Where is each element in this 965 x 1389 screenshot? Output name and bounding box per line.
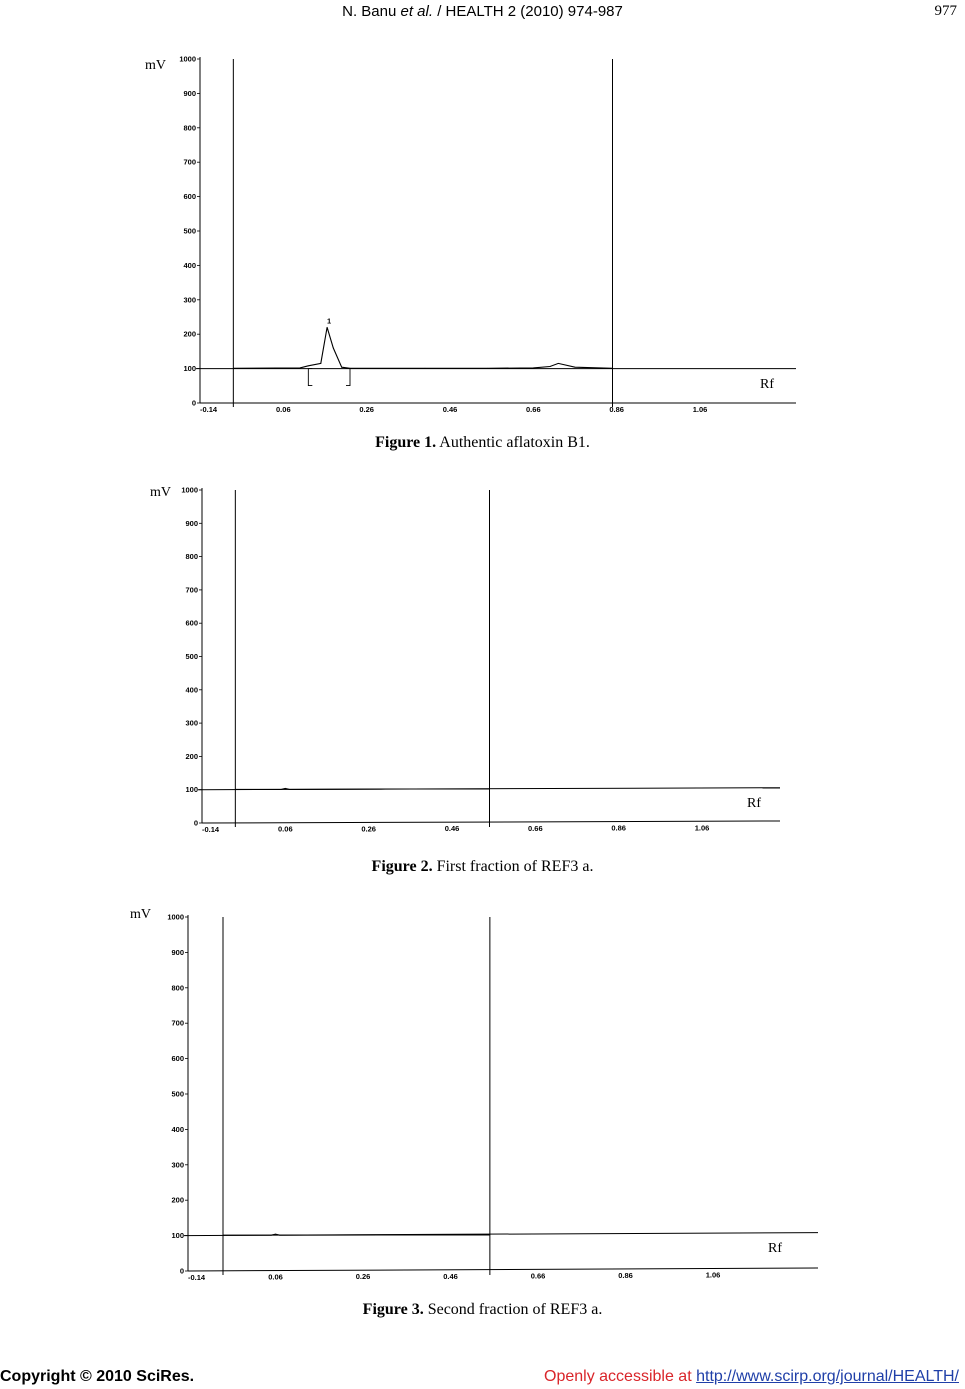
- y-tick-label: 300: [183, 295, 196, 305]
- figure-1-caption-text: Authentic aflatoxin B1.: [436, 434, 590, 451]
- figure-2-caption-text: First fraction of REF3 a.: [432, 858, 594, 875]
- chromatogram-svg: [145, 480, 785, 840]
- header-authors: N. Banu: [342, 3, 401, 20]
- y-unit-label: mV: [150, 485, 171, 500]
- header-citation: [0, 3, 965, 20]
- y-tick-label: 1000: [179, 54, 196, 64]
- trace-point: [235, 789, 236, 790]
- y-tick-label: 1000: [167, 912, 184, 922]
- x-unit-label: Rf: [768, 1241, 782, 1256]
- figure-3-chart: [128, 904, 820, 1290]
- y-tick-label: 200: [185, 751, 198, 761]
- chromatogram-svg: [128, 904, 820, 1290]
- y-tick-label: 100: [183, 364, 196, 374]
- y-tick-label: 700: [183, 157, 196, 167]
- x-tick-label: 0.26: [361, 824, 376, 834]
- trace-point: [489, 789, 490, 790]
- trace-point: [289, 789, 290, 790]
- trace-point: [223, 1235, 224, 1236]
- copyright-notice: Copyright © 2010 SciRes.: [0, 1368, 195, 1385]
- figure-2-caption-label: Figure 2.: [371, 858, 433, 875]
- journal-link[interactable]: http://www.scirp.org/journal/HEALTH/: [696, 1368, 959, 1385]
- x-tick-label: 0.46: [443, 1271, 458, 1281]
- figure-1-caption: [0, 434, 965, 452]
- running-header: [0, 3, 965, 23]
- x-axis: [188, 1268, 818, 1271]
- x-tick-label: 1.06: [705, 1270, 721, 1280]
- integration-bracket-end: [346, 369, 350, 386]
- trace-point: [550, 366, 551, 367]
- y-tick-label: 0: [193, 818, 198, 828]
- trace-point: [341, 367, 342, 368]
- y-tick-label: 200: [183, 329, 196, 339]
- x-tick-label: 0.86: [609, 405, 624, 414]
- trace-point: [333, 348, 334, 349]
- y-tick-label: 700: [185, 585, 198, 595]
- trace-point: [380, 1234, 381, 1235]
- y-tick-label: 500: [171, 1089, 184, 1099]
- y-tick-label: 400: [183, 260, 196, 270]
- y-tick-label: 700: [171, 1018, 184, 1028]
- y-tick-label: 600: [171, 1054, 184, 1064]
- figure-2-chart: [145, 480, 785, 840]
- y-unit-label: mV: [145, 58, 166, 73]
- x-tick-label: 0.06: [276, 405, 291, 414]
- x-tick-label: 1.06: [694, 823, 710, 833]
- y-tick-label: 400: [171, 1124, 184, 1134]
- peak-label: 1: [326, 316, 332, 326]
- y-tick-label: 800: [185, 552, 198, 562]
- x-unit-label: Rf: [760, 377, 774, 392]
- y-tick-label: 100: [171, 1231, 184, 1241]
- page-footer: [0, 1366, 965, 1388]
- trace-point: [279, 1235, 280, 1236]
- trace-point: [558, 363, 559, 364]
- trace-point: [281, 789, 282, 790]
- trace-point: [612, 368, 613, 369]
- trace-point: [533, 368, 534, 369]
- y-tick-label: 400: [185, 685, 198, 695]
- x-tick-label: -0.14: [188, 1273, 206, 1282]
- figure-3-caption-label: Figure 3.: [362, 1301, 424, 1318]
- x-tick-label: 0.46: [442, 405, 458, 414]
- y-tick-label: 900: [185, 518, 198, 528]
- x-tick-label: 0.06: [268, 1272, 283, 1282]
- header-et-al: et al.: [400, 3, 434, 20]
- trace-point: [233, 368, 234, 369]
- y-tick-label: 300: [171, 1160, 184, 1170]
- chromatogram-svg: [140, 42, 800, 422]
- x-tick-label: 0.86: [611, 823, 626, 833]
- trace-point: [327, 327, 328, 328]
- x-tick-label: 0.46: [444, 824, 460, 834]
- y-tick-label: 500: [183, 226, 196, 236]
- x-tick-label: -0.14: [202, 825, 220, 834]
- x-tick-label: 0.66: [530, 1271, 546, 1281]
- figure-3-caption: [0, 1301, 965, 1319]
- y-tick-label: 900: [171, 947, 184, 957]
- y-tick-label: 0: [179, 1266, 184, 1276]
- access-notice: [544, 1368, 959, 1386]
- trace-point: [285, 788, 286, 789]
- figure-2-caption: [0, 858, 965, 876]
- x-tick-label: 0.26: [355, 1272, 371, 1282]
- trace-point: [275, 1234, 276, 1235]
- x-tick-label: -0.14: [200, 405, 218, 414]
- page-number: 977: [934, 3, 957, 19]
- x-tick-label: 0.06: [278, 824, 293, 834]
- y-unit-label: mV: [130, 907, 151, 922]
- y-tick-label: 500: [185, 652, 198, 661]
- figure-1-caption-label: Figure 1.: [375, 434, 437, 451]
- access-text: Openly accessible at: [544, 1368, 697, 1385]
- integration-bracket-start: [308, 369, 312, 386]
- x-unit-label: Rf: [747, 796, 761, 811]
- chromatogram-trace: [235, 788, 489, 789]
- header-journal: / HEALTH 2 (2010) 974-987: [433, 3, 623, 20]
- trace-point: [487, 368, 488, 369]
- x-axis: [202, 821, 780, 823]
- y-tick-label: 800: [171, 983, 184, 993]
- trace-point: [300, 368, 301, 369]
- trace-point: [385, 789, 386, 790]
- x-tick-label: 0.66: [526, 405, 541, 414]
- x-tick-label: 0.66: [528, 823, 543, 833]
- trace-point: [425, 368, 426, 369]
- x-tick-label: 0.86: [618, 1270, 633, 1280]
- x-tick-label: 0.26: [359, 405, 374, 414]
- trace-point: [489, 1234, 490, 1235]
- trace-point: [575, 367, 576, 368]
- chromatogram-trace: [233, 327, 612, 368]
- y-tick-label: 0: [191, 398, 196, 408]
- y-tick-label: 300: [185, 718, 198, 728]
- y-tick-label: 100: [185, 785, 198, 795]
- y-tick-label: 600: [185, 618, 198, 628]
- figure-3-caption-text: Second fraction of REF3 a.: [423, 1301, 603, 1318]
- y-tick-label: 900: [183, 88, 196, 98]
- trace-point: [271, 1235, 272, 1236]
- y-tick-label: 600: [183, 192, 196, 202]
- y-tick-label: 800: [183, 123, 196, 133]
- y-tick-label: 200: [171, 1195, 184, 1205]
- trace-point: [308, 365, 309, 366]
- y-tick-label: 1000: [181, 485, 198, 495]
- figure-1-chart: [140, 42, 800, 422]
- trace-point: [320, 363, 321, 364]
- x-tick-label: 1.06: [692, 405, 708, 414]
